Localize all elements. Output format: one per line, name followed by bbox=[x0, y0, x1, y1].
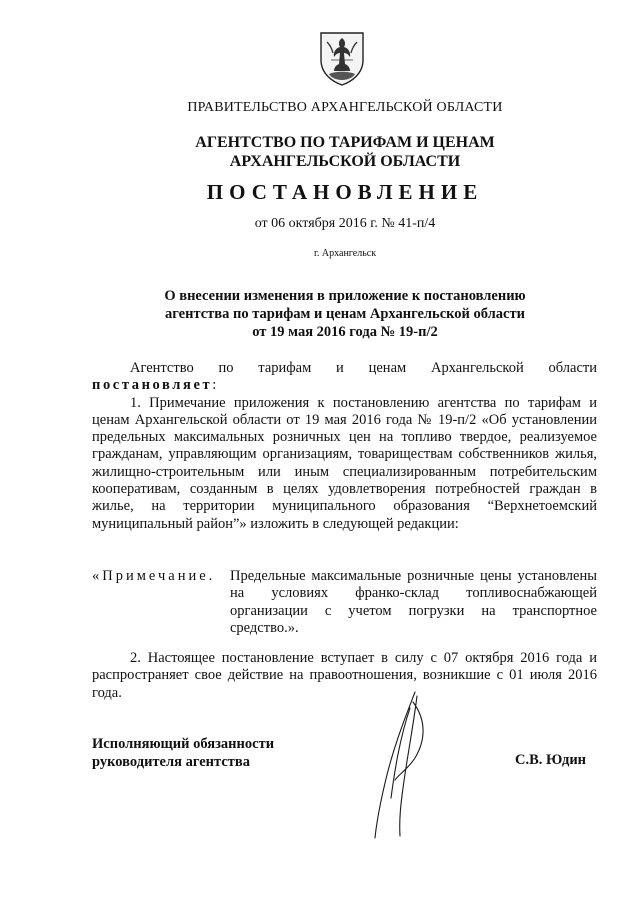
paragraph-2 bbox=[92, 650, 597, 702]
handwritten-signature bbox=[355, 688, 445, 848]
paragraph-1 bbox=[92, 360, 597, 533]
government-title: ПРАВИТЕЛЬСТВО АРХАНГЕЛЬСКОЙ ОБЛАСТИ bbox=[187, 100, 503, 115]
signatory-name: С.В. Юдин bbox=[515, 752, 587, 768]
resolves-word: постановляет bbox=[92, 377, 213, 394]
intro-text: Агентство по тарифам и ценам Архангельской области bbox=[130, 360, 597, 376]
agency-title-line1: АГЕНТСТВО ПО ТАРИФАМ И ЦЕНАМ bbox=[195, 134, 495, 151]
item-1-text: 1. Примечание приложения к постановлению агентства по тарифам и ценам Архангельской области от 19 мая 2016 года № 19-п/2 «Об установлении предельных максимальных розничных цен на топливо твердое, реализуемое гражданам, управляющим организациям, товариществам собственников жилья, жилищно-строительным или иным специализированным потребительским кооперативам, созданным в целях удовлетворения потребностей граждан в жилье, на территории муниципального образования “Верхнетоемский муниципальный район”» изложить в следующей редакции: bbox=[92, 394, 597, 532]
resolves-colon: : bbox=[212, 377, 217, 394]
agency-title bbox=[0, 133, 640, 171]
date-number: от 06 октября 2016 г. № 41-п/4 bbox=[254, 216, 436, 231]
item-2-text: 2. Настоящее постановление вступает в силу с 07 октября 2016 года и распространяет свое действие на правоотношения, возникшие с 01 июля 2016 года. bbox=[92, 650, 597, 701]
signatory-position bbox=[92, 735, 274, 771]
position-line1: Исполняющий обязанности bbox=[92, 736, 275, 752]
document-type: ПОСТАНОВЛЕНИЕ bbox=[206, 180, 484, 204]
city: г. Архангельск bbox=[313, 248, 377, 259]
document-subject bbox=[0, 287, 640, 341]
note-text: Предельные максимальные розничные цены установлены на условиях франко-склад топливоснабжающей организации с учетом погрузки на транспортное средство.». bbox=[230, 568, 597, 636]
subject-line1: О внесении изменения в приложение к постановлению bbox=[164, 288, 526, 304]
note-label: «Примечание. bbox=[92, 568, 216, 584]
subject-line3: от 19 мая 2016 года № 19-п/2 bbox=[252, 324, 438, 340]
coat-of-arms-icon bbox=[317, 30, 367, 86]
agency-title-line2: АРХАНГЕЛЬСКОЙ ОБЛАСТИ bbox=[229, 153, 461, 170]
position-line2: руководителя агентства bbox=[92, 754, 250, 770]
subject-line2: агентства по тарифам и ценам Архангельской области bbox=[165, 306, 525, 322]
resolves-line bbox=[92, 377, 597, 394]
